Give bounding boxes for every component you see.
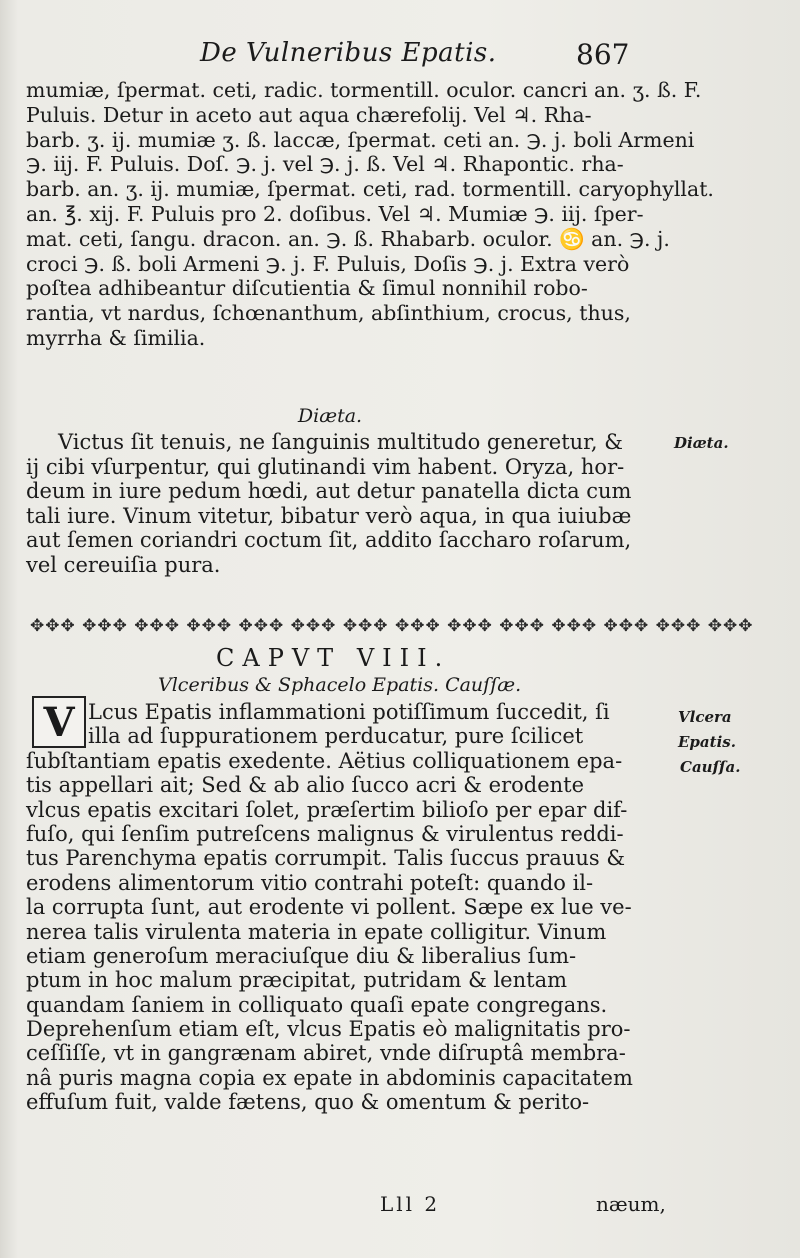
text-line: rantia, vt nardus, ſchœnanthum, abſinthium, crocus, thus, xyxy=(26,301,631,326)
section-heading-dieta: Diæta. xyxy=(297,405,363,427)
running-head xyxy=(0,38,800,78)
text-line: ſubſtantiam epatis exedente. Aëtius colliquationem epa- xyxy=(26,748,623,773)
text-line: tis appellari ait; Sed & ab alio ſucco acri & erodente xyxy=(26,773,585,798)
text-line: effuſum fuit, valde fætens, quo & omentum & perito- xyxy=(26,1090,590,1115)
text-line: barb. an. ʒ. ij. mumiæ, ſpermat. ceti, rad. tormentill. caryophyllat. xyxy=(26,177,714,202)
chapter-heading: CAPVT VIII. xyxy=(216,644,451,672)
margin-note-epatis: Epatis. xyxy=(678,733,736,751)
text-line: croci ℈. ß. boli Armeni ℈. j. F. Puluis, Doſis ℈. j. Extra verò xyxy=(26,251,630,276)
text-line: deum in iure pedum hœdi, aut detur panatella dicta cum xyxy=(26,479,632,504)
margin-note-vlcera: Vlcera xyxy=(678,708,732,726)
text-line: mumiæ, ſpermat. ceti, radic. tormentill. oculor. cancri an. ʒ. ß. F. xyxy=(26,78,702,102)
text-line: ceſſiſſe, vt in gangrænam abiret, vnde diſruptâ membra- xyxy=(26,1041,626,1066)
catchword: næum, xyxy=(596,1192,666,1216)
text-line: tali iure. Vinum vitetur, bibatur verò aqua, in qua iuiubæ xyxy=(26,503,632,528)
text-line: ij cibi vſurpentur, qui glutinandi vim habent. Oryza, hor- xyxy=(26,454,625,479)
text-line: Victus ſit tenuis, ne ſanguinis multitudo generetur, & xyxy=(58,430,623,454)
text-line: tus Parenchyma epatis corrumpit. Talis ſuccus prauus & xyxy=(26,846,626,871)
running-head-title: De Vulneribus Epatis. xyxy=(200,38,497,68)
text-line: an. ℥. xij. F. Puluis pro 2. doſibus. Vel ♃. Mumiæ ℈. iij. ſper- xyxy=(26,201,644,226)
text-line: Lcus Epatis inflammationi potiſſimum ſuccedit, ſi xyxy=(88,700,610,724)
margin-note-dieta: Diæta. xyxy=(674,434,729,452)
text-line: aut ſemen coriandri coctum ſit, addito ſaccharo roſarum, xyxy=(26,528,632,553)
text-line: Deprehenſum etiam eſt, vlcus Epatis eò malignitatis pro- xyxy=(26,1017,631,1042)
text-line: mat. ceti, ſangu. dracon. an. ℈. ß. Rhabarb. oculor. ♋ an. ℈. j. xyxy=(26,226,670,251)
margin-note-caussa: Cauſſa. xyxy=(680,758,741,776)
ornament-divider: ✥✥✥ ✥✥✥ ✥✥✥ ✥✥✥ ✥✥✥ ✥✥✥ ✥✥✥ ✥✥✥ ✥✥✥ ✥✥✥ ✥✥✥ ✥✥✥ ✥✥✥ ✥✥✥ xyxy=(30,616,754,636)
text-line: vlcus epatis excitari ſolet, præſertim bilioſo per epar dif- xyxy=(26,797,628,822)
drop-cap: V xyxy=(32,696,86,748)
signature-mark: Lll 2 xyxy=(380,1192,441,1216)
text-line: erodens alimentorum vitio contrahi poteſt: quando il- xyxy=(26,870,594,895)
text-line: nerea talis virulenta materia in epate colligitur. Vinum xyxy=(26,919,607,944)
text-line: Puluis. Detur in aceto aut aqua chærefolij. Vel ♃. Rha- xyxy=(26,102,592,127)
chapter-subtitle: Vlceribus & Sphacelo Epatis. Cauſſæ. xyxy=(158,674,522,696)
text-line: ℈. iij. F. Puluis. Doſ. ℈. j. vel ℈. j. ß. Vel ♃. Rhapontic. rha- xyxy=(26,152,624,177)
text-line: nâ puris magna copia ex epate in abdominis capacitatem xyxy=(26,1065,633,1090)
text-line: la corrupta ſunt, aut erodente vi pollent. Sæpe ex lue ve- xyxy=(26,895,632,920)
text-line: illa ad ſuppurationem perducatur, pure ſcilicet xyxy=(88,724,584,749)
text-line: etiam generoſum meraciuſque diu & liberalius ſum- xyxy=(26,943,577,968)
paragraph-dieta xyxy=(26,430,666,578)
text-line: fuſo, qui ſenſim putreſcens malignus & virulentus reddi- xyxy=(26,821,624,846)
text-line: poſtea adhibeantur diſcutientia & ſimul nonnihil robo- xyxy=(26,276,588,301)
paragraph-ulcers xyxy=(26,700,666,1115)
text-line: vel cereuiſia pura. xyxy=(26,552,221,577)
text-line: quandam ſaniem in colliquato quaſi epate congregans. xyxy=(26,992,608,1017)
paragraph-prescriptions xyxy=(26,78,714,351)
text-line: myrrha & ſimilia. xyxy=(26,325,206,350)
text-line: ptum in hoc malum præcipitat, putridam & lentam xyxy=(26,968,568,993)
text-line: barb. ʒ. ij. mumiæ ʒ. ß. laccæ, ſpermat. ceti an. ℈. j. boli Armeni xyxy=(26,127,695,152)
page-footer xyxy=(0,1192,800,1222)
page-number: 867 xyxy=(576,38,630,71)
